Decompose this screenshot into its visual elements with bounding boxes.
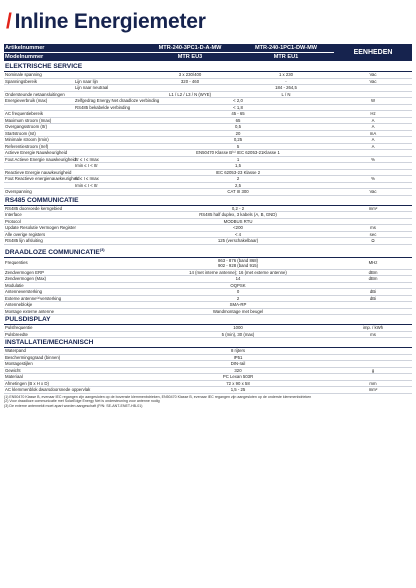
- spec-unit: A: [334, 117, 412, 124]
- spec-label: Referentiestroom (Iref): [4, 143, 74, 150]
- spec-sublabel: Zelfgedrag Energy Net draadloze verbinding: [75, 98, 160, 103]
- spec-label: Externe antenne⁽²⁾versterking: [4, 295, 142, 302]
- spec-label: Update Resolutie Vermogen Register: [4, 225, 142, 232]
- spec-sublabel: Itr ≤ I ≤ Imax: [74, 156, 142, 163]
- spec-value-line: SMA-RP: [229, 302, 247, 308]
- section-header-rs485: [4, 195, 412, 205]
- p3-artikel: MTR-240-3PC1-D-A-MW: [142, 44, 238, 53]
- spec-sublabel: Imin ≤ I < Itr: [74, 182, 142, 189]
- section-title: [4, 62, 412, 72]
- spec-sheet: [4, 44, 412, 408]
- section-title-text: ELEKTRISCHE SERVICE: [5, 63, 83, 70]
- spec-unit: mm: [334, 380, 412, 387]
- spec-value: [142, 257, 334, 269]
- section-header-wireless: [4, 244, 412, 257]
- spec-unit: imp. / kWh: [334, 325, 412, 332]
- spec-label: Fout Reactieve energienauwkeurigheid: [5, 176, 80, 181]
- spec-unit: dBm: [334, 269, 412, 276]
- spec-value: MODBUS RTU: [142, 218, 334, 225]
- spec-value: < 2,0: [142, 98, 334, 105]
- spec-unit: g: [334, 367, 412, 374]
- spec-unit: Vac: [334, 189, 412, 196]
- section-header-elec: [4, 62, 412, 72]
- spec-value: 0,2 - 2: [142, 205, 334, 212]
- section-header-install: [4, 338, 412, 348]
- p1-artikel: MTR-240-1PC1-DW-MW: [238, 44, 334, 53]
- spec-label: Waterpand: [4, 348, 142, 355]
- section-title-text: DRAADLOZE COMMUNICATIE: [5, 248, 100, 256]
- spec-row: [4, 257, 412, 269]
- spec-value-line: 0: [236, 289, 240, 295]
- spec-unit: Vac: [334, 78, 412, 85]
- spec-unit: sec: [334, 231, 412, 238]
- spec-value: <200: [142, 225, 334, 232]
- spec-value-line: 2: [236, 295, 240, 301]
- spec-value: 2: [142, 176, 334, 183]
- spec-label: AC klemmenblok dwarsdoorsnede oppervlak: [4, 387, 142, 394]
- spec-value: 5 (min), 30 (max): [142, 331, 334, 338]
- header-row-artikel: [4, 44, 412, 53]
- section-title: [4, 244, 412, 257]
- spec-value: 0,5: [142, 124, 334, 131]
- spec-label: Startstroom (Ist): [4, 130, 74, 137]
- artikel-label: Artikelnummer: [4, 44, 142, 53]
- spec-label: Reactieve Energie nauwkeurigheid: [4, 169, 74, 176]
- spec-unit: Ω: [334, 238, 412, 245]
- spec-value-1p: L / N: [238, 91, 334, 98]
- spec-label: RS485 lijn afsluiting: [4, 238, 142, 245]
- spec-label: Beschermingsgraad (binnen): [4, 354, 142, 361]
- spec-value: 1: [142, 156, 334, 163]
- spec-value-3p: 3 x 230/400: [142, 72, 238, 79]
- spec-unit: dBi: [334, 289, 412, 296]
- spec-value: DIN-rail: [142, 361, 334, 368]
- spec-table: [4, 44, 412, 394]
- spec-value-1p: -: [238, 78, 334, 85]
- spec-value-line: 863 - 876 (band 868): [217, 257, 259, 263]
- spec-label: Fout Actieve Energie nauwkeurigheid: [5, 156, 76, 162]
- spec-label: Pulsbreedte: [4, 331, 142, 338]
- spec-label: Minimale stroom (Imin): [4, 137, 74, 144]
- spec-value-1p: 1 x 230: [238, 72, 334, 79]
- spec-unit: Vac: [334, 72, 412, 79]
- spec-unit: A: [334, 137, 412, 144]
- spec-value: CAT III 300: [142, 189, 334, 196]
- spec-label: Gewicht: [4, 367, 142, 374]
- spec-label: Alle overige registers: [4, 231, 142, 238]
- spec-sublabel: Itr ≤ I ≤ Imax: [74, 176, 142, 183]
- spec-row: [4, 387, 412, 394]
- spec-sublabel: RS485 bekabelde verbinding: [74, 104, 142, 111]
- spec-value-line: 14 (met interne antenne); 16 (met externe antenne): [189, 269, 287, 275]
- spec-value: < 1,8: [142, 104, 334, 111]
- spec-unit: dBi: [334, 295, 412, 302]
- spec-unit: Hz: [334, 111, 412, 118]
- spec-value-line: OQPSK: [230, 282, 246, 288]
- spec-label: Maximum stroom (Imax): [4, 117, 74, 124]
- spec-value: < 4: [142, 231, 334, 238]
- spec-label: Spanningsbereik: [4, 78, 74, 85]
- p1-model: MTR EU1: [238, 53, 334, 62]
- spec-value: 72 x 90 x 58: [142, 380, 334, 387]
- spec-label: Interface: [4, 212, 142, 219]
- spec-value: 1,5: [142, 163, 334, 170]
- section-footnote-ref: (3): [99, 246, 105, 252]
- spec-label: Montagestijlen: [4, 361, 142, 368]
- section-header-pulse: [4, 315, 412, 325]
- spec-sublabel: Imin ≤ I < Itr: [74, 163, 142, 170]
- section-title-text: RS485 COMMUNICATIE: [5, 196, 79, 204]
- spec-value-line: 14: [235, 276, 241, 282]
- title-slash-accent: /: [6, 10, 12, 33]
- model-label: Modelnummer: [4, 53, 142, 62]
- spec-label: Materiaal: [4, 374, 142, 381]
- spec-value: 2,5: [142, 182, 334, 189]
- spec-value-3p: L1 / L2 / L3 / N (WYE): [142, 91, 238, 98]
- spec-unit: mA: [334, 130, 412, 137]
- spec-value: 1000: [142, 325, 334, 332]
- section-title: [4, 195, 412, 205]
- spec-value-line: Wandmontage met beugel: [212, 308, 264, 314]
- spec-value: RS485 half duplex, 3 kabels (A, B, GND): [142, 212, 334, 219]
- spec-label: RS485 doorvoede kerngebied: [4, 205, 142, 212]
- spec-unit: dBm: [334, 276, 412, 283]
- spec-label: Nominale spanning: [4, 72, 74, 79]
- spec-unit: MHz: [334, 257, 412, 269]
- spec-value: EN50470 Klasse B⁽¹⁾ IEC 62053-21Klasse 1: [142, 150, 334, 157]
- spec-value: 20: [142, 130, 334, 137]
- footnote: (3) De externe antennekit moet apart worden aangeschaft (P/N: SE-ANT-ENET-HB-01): [4, 403, 143, 408]
- spec-sublabel: Lijn naar neutraal: [74, 85, 142, 92]
- spec-label: Modulatie: [4, 282, 142, 289]
- spec-value: 0,25: [142, 137, 334, 144]
- spec-label: AC frequentiebereik: [4, 111, 74, 118]
- spec-value-line: 902 - 928 (band 915): [217, 263, 259, 269]
- spec-value: IEC 62053-23 Klasse 2: [142, 169, 334, 176]
- spec-label: Pulsfrequentie: [4, 325, 142, 332]
- spec-unit: mm²: [334, 205, 412, 212]
- units-header: EENHEDEN: [334, 44, 412, 62]
- spec-unit: %: [334, 156, 412, 163]
- page-title: [6, 10, 206, 34]
- spec-value: 320: [142, 367, 334, 374]
- spec-label: Zendvermogen ERP: [4, 269, 142, 276]
- spec-value: PC Lexan 503R: [142, 374, 334, 381]
- spec-label: Actieve Energie Nauwkeurigheid: [4, 150, 74, 157]
- spec-unit: mm²: [334, 387, 412, 394]
- spec-unit: %: [334, 176, 412, 183]
- spec-unit: ms: [334, 331, 412, 338]
- footnotes: [4, 395, 412, 409]
- spec-unit: W: [334, 98, 412, 105]
- spec-unit: ms: [334, 225, 412, 232]
- spec-unit: A: [334, 143, 412, 150]
- section-title: [4, 338, 412, 348]
- spec-unit: A: [334, 124, 412, 131]
- spec-value: 45 - 65: [142, 111, 334, 118]
- footnote: (1) EN50470 Klasse B, evenaar IEC regangen zijn aangesloten op de bovenste klemmenbdrieken, EN50470 Klasse B, evenaar IEC regangen zijn aangesloten op de onderste klemmenbdrieken: [4, 394, 312, 399]
- spec-label: Montage externe antenne: [4, 308, 142, 315]
- section-title: [4, 315, 412, 325]
- spec-label: Protocol: [4, 218, 142, 225]
- spec-value: 1,5 - 25: [142, 387, 334, 394]
- spec-value: 8 rijters: [142, 348, 334, 355]
- spec-label: Ondersteunde netaansluitingen: [4, 91, 74, 98]
- spec-label: Antenneblokje: [4, 302, 142, 309]
- spec-label: Afmetingen (B x H x D): [4, 380, 142, 387]
- footnote: (2) Voor draadloze communicatie met SolarEdge Energy Net is ondersteuning voor antenne nodig: [4, 399, 160, 404]
- spec-label: Frequenties: [4, 257, 142, 269]
- spec-value: 65: [142, 117, 334, 124]
- section-title-text: PULSDISPLAY: [5, 316, 51, 324]
- spec-label: Zendvermogen (Max): [4, 276, 142, 283]
- title-text: Inline Energiemeter: [14, 10, 206, 33]
- spec-label: Overgangsstroom (Itr): [4, 124, 74, 131]
- spec-value: IP51: [142, 354, 334, 361]
- spec-value-3p: 320 - 460: [142, 78, 238, 85]
- spec-value: 125 (verschakelbaar): [142, 238, 334, 245]
- spec-value-1p: 184 - 264,5: [238, 85, 334, 92]
- spec-value: 5: [142, 143, 334, 150]
- section-title-text: INSTALLATIE/MECHANISCH: [5, 339, 94, 347]
- spec-label: Antenneversterking: [4, 289, 142, 296]
- spec-label: Overspanning: [4, 189, 74, 196]
- p3-model: MTR EU3: [142, 53, 238, 62]
- spec-sublabel: Lijn naar lijn: [74, 78, 142, 85]
- spec-label: Energieverbruik (max): [4, 98, 74, 105]
